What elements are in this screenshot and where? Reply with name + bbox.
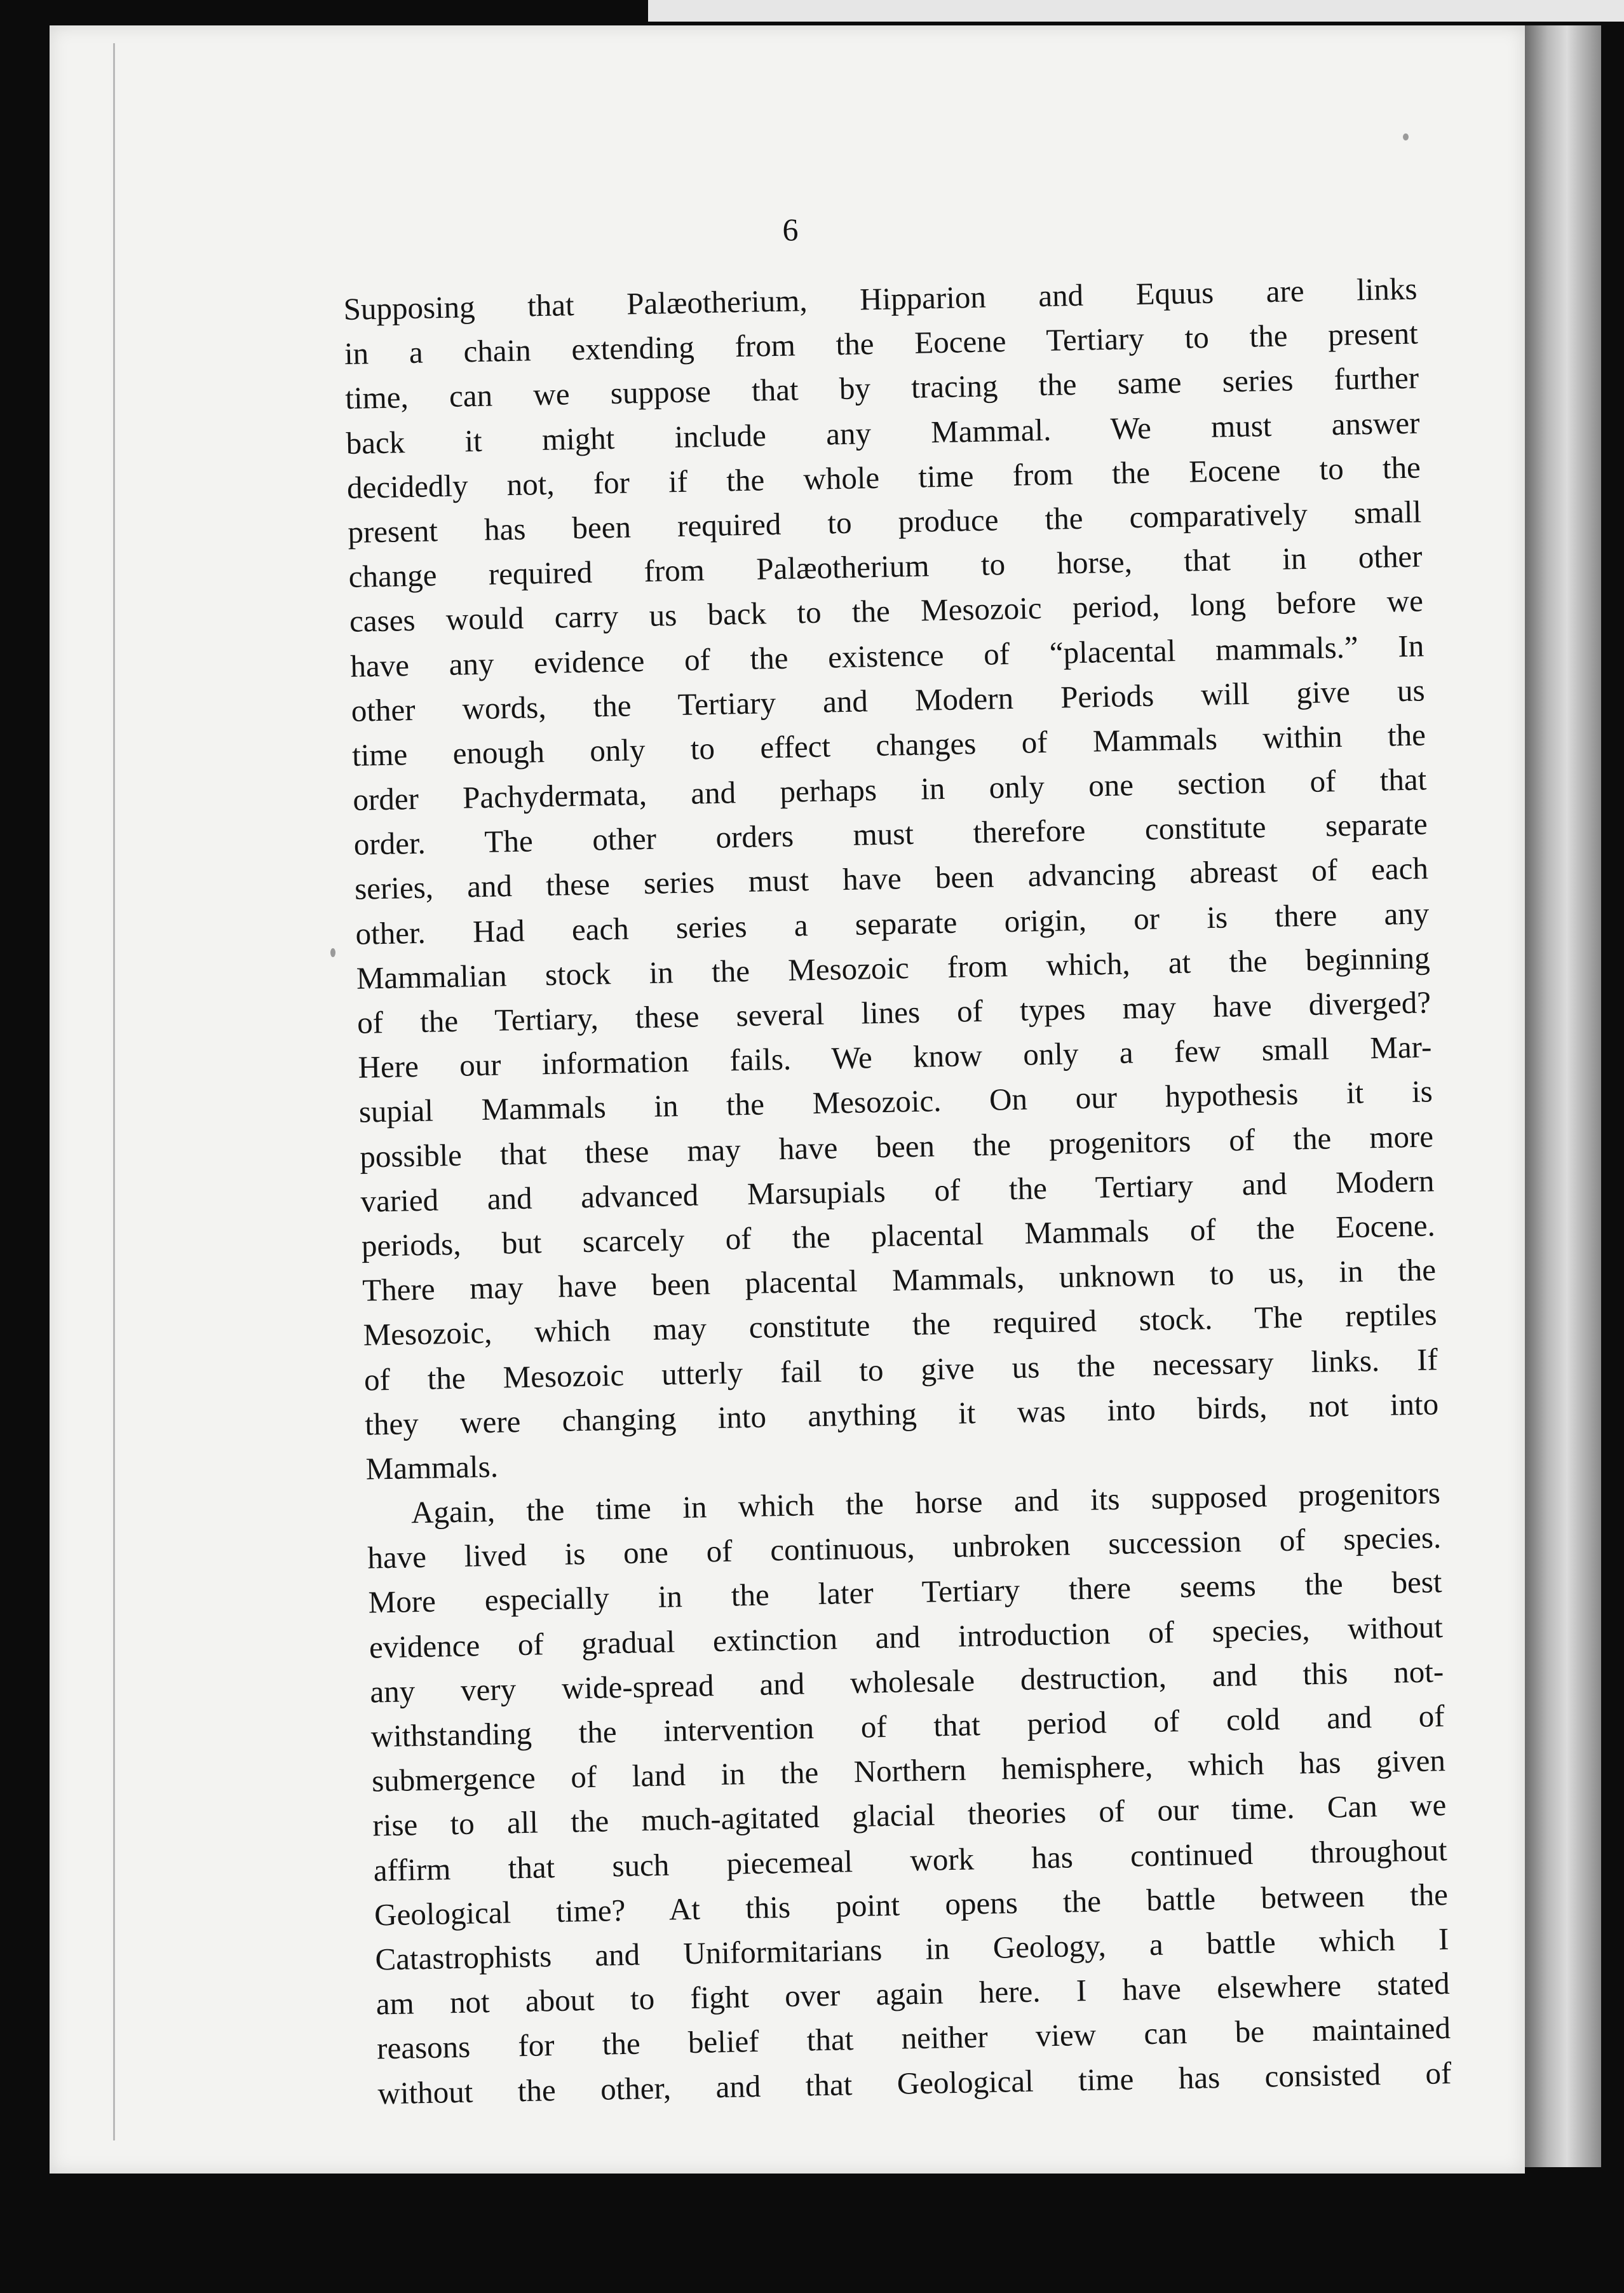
text-line: of the Tertiary, these several lines of types may have diverged? [356,984,1431,1040]
text-line: back it might include any Mammal. We must answer [346,405,1420,461]
text-line: other. Had each series a separate origin, or is there any [355,895,1430,951]
text-line: any very wide-spread and wholesale destruction, and this not- [369,1653,1444,1710]
text-line: periods, but scarcely of the placental Mammals of the Eocene. [361,1208,1436,1263]
text-line: decidedly not, for if the whole time from the Eocene to the [346,449,1421,505]
text-line: Catastrophists and Uniformitarians in Geology, a battle which I [374,1921,1449,1977]
text-line: Supposing that Palæotherium, Hipparion and Equus are links [343,271,1418,327]
text-line: without the other, and that Geological time has consisted of [377,2055,1452,2111]
text-line: affirm that such piecemeal work has continued throughout [373,1832,1448,1888]
adjacent-page-strip [648,0,1624,22]
text-line: There may have been placental Mammals, unknown to us, in the [362,1252,1437,1308]
text-line: Mammals. [365,1448,499,1487]
text-line: withstanding the intervention of that period of cold and of [370,1698,1445,1754]
text-line: More especially in the later Tertiary there seems the best [368,1564,1442,1621]
text-line: Here our information fails. We know only a few small Mar- [358,1029,1432,1085]
text-line: series, and these series must have been advancing abreast of each [354,850,1429,907]
text-line: cases would carry us back to the Mesozoic period, long before we [349,583,1424,639]
text-line: have any evidence of the existence of “placental mammals.” In [349,627,1424,684]
paper-speck [1403,133,1409,140]
text-line: of the Mesozoic utterly fail to give us the necessary links. If [363,1341,1438,1398]
text-line: time, can we suppose that by tracing the same series further [344,360,1419,416]
text-line: order Pachydermata, and perhaps in only one section of that [352,761,1427,817]
text-line: submergence of land in the Northern hemisphere, which has given [371,1743,1446,1799]
text-line: in a chain extending from the Eocene Tertiary to the present [344,315,1419,372]
text-line: they were changing into anything it was into birds, not into [364,1385,1439,1442]
text-line: am not about to fight over again here. I have elsewhere stated [376,1966,1451,2022]
text-line: evidence of gradual extinction and introduction of species, without [369,1609,1444,1665]
text-line: reasons for the belief that neither view can be maintained [376,2010,1451,2066]
book-page [50,25,1525,2174]
text-line: possible that these may have been the progenitors of the more [359,1118,1434,1174]
book-page-edge [1525,25,1601,2167]
text-line: Mammalian stock in the Mesozoic from which, at the beginning [356,940,1431,996]
text-line: time enough only to effect changes of Mammals within the [351,717,1426,773]
text-line: present has been required to produce the comparatively small [347,494,1422,550]
text-line: Mesozoic, which may constitute the required stock. The reptiles [363,1296,1437,1353]
body-text [343,267,1452,2116]
text-line: rise to all the much-agitated glacial theories of our time. Can we [372,1787,1447,1843]
text-line: other words, the Tertiary and Modern Periods will give us [351,672,1426,728]
text-line: varied and advanced Marsupials of the Tertiary and Modern [360,1163,1435,1219]
text-line: Again, the time in which the horse and its supposed progenitors [410,1475,1441,1530]
text-line: order. The other orders must therefore constitute separate [353,806,1428,862]
paper-speck [330,948,335,957]
text-line: Geological time? At this point opens the battle between the [374,1876,1449,1933]
text-line: supial Mammals in the Mesozoic. On our hypothesis it is [358,1073,1433,1130]
text-line: have lived is one of continuous, unbroken succession of species. [367,1520,1442,1575]
page-number: 6 [782,212,799,247]
text-line: change required from Palæotherium to horse, that in other [348,538,1423,595]
